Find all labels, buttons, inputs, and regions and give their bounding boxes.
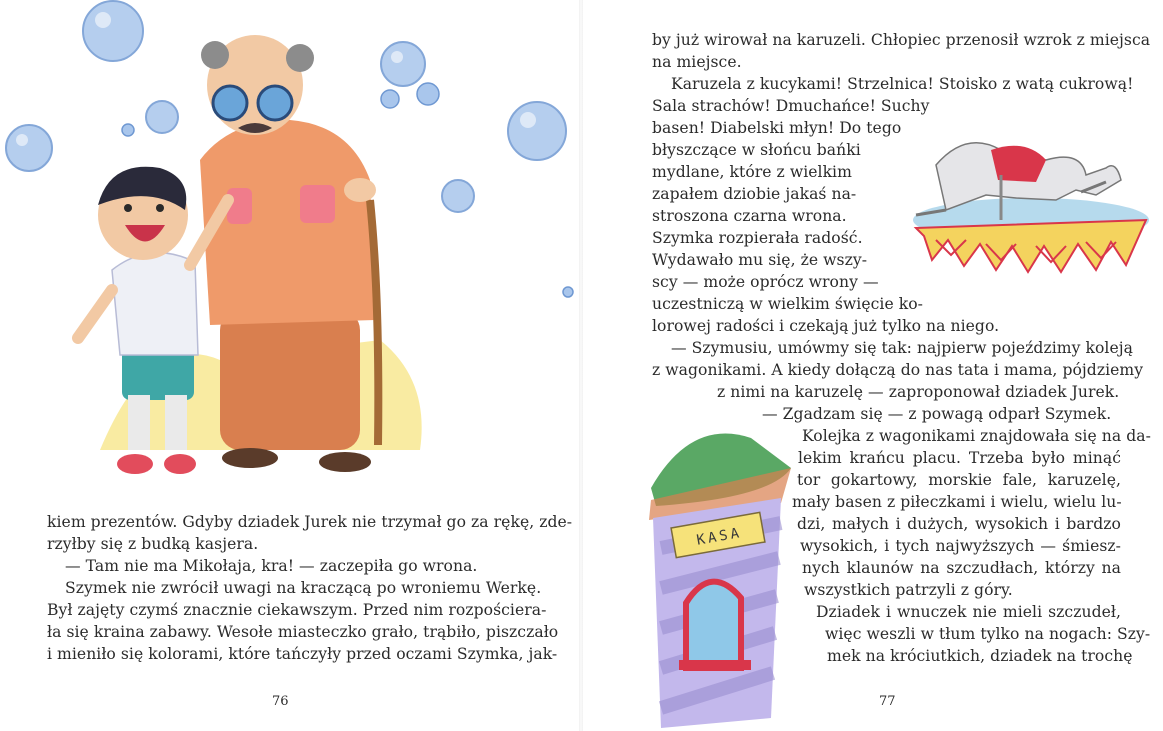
illustration-boy-and-grandpa [0,0,581,485]
text-line: stroszona czarna wrona. [652,207,847,225]
text-line: by już wirował na karuzeli. Chłopiec przenosił wzrok z miejsca [652,31,1151,49]
text-line: z nimi na karuzelę — zaproponował dziadek Jurek. [717,383,1120,401]
text-line: lekim krańcu placu. Trzeba było minąć [798,449,1121,467]
text-line: zapałem dziobie jakaś na- [652,185,857,203]
page-number: 76 [272,694,289,709]
text-line: mydlane, które z wielkim [652,163,852,181]
text-line: nych klaunów na szczudłach, którzy na [802,559,1121,577]
text-line: — Szymusiu, umówmy się tak: najpierw pojeździmy koleją [671,339,1133,357]
text-line: Dziadek i wnuczek nie mieli szczudeł, [816,603,1121,621]
text-line: na miejsce. [652,53,742,71]
booth-sign-text: KASA [695,524,744,549]
text-line: — Zgadzam się — z powagą odparł Szymek. [762,405,1112,423]
grandpa-figure [200,35,378,472]
text-line: ła się kraina zabawy. Wesołe miasteczko grało, trąbiło, piszczało [47,623,559,641]
text-line: rzyłby się z budką kasjera. [47,535,259,553]
text-line: tor gokartowy, morskie fale, karuzelę, [797,471,1121,489]
text-line: wszystkich patrzyli z góry. [804,581,1013,599]
text-line: Karuzela z kucykami! Strzelnica! Stoisko z watą cukrową! [671,75,1134,93]
illustration-carousel-horse [906,120,1163,280]
text-line: z wagonikami. A kiedy dołączą do nas tata i mama, pójdziemy [652,361,1144,379]
text-line: mały basen z piłeczkami i wielu, wielu lu- [792,493,1122,511]
text-line: Szymek nie zwrócił uwagi na kraczącą po wroniemu Werkę. [65,579,542,597]
text-line: uczestniczą w wielkim święcie ko- [652,295,923,313]
text-line: basen! Diabelski młyn! Do tego [652,119,902,137]
text-line: Szymka rozpierała radość. [652,229,863,247]
text-line: lorowej radości i czekają już tylko na niego. [652,317,1000,335]
illustration-ticket-booth [631,428,806,728]
text-line: więc weszli w tłum tylko na nogach: Szy- [825,625,1151,643]
page-number: 77 [879,694,896,709]
text-line: Kolejka z wagonikami znajdowała się na da- [802,427,1151,445]
left-page [0,0,581,731]
text-line: scy — może oprócz wrony — [652,273,879,291]
right-page [581,0,1163,731]
text-line: Sala strachów! Dmuchańce! Suchy [652,97,930,115]
text-line: mek na króciutkich, dziadek na trochę [827,647,1133,665]
text-line: wysokich, i tych najwyższych — śmiesz- [800,537,1121,555]
text-line: dzi, małych i dużych, wysokich i bardzo [797,515,1121,533]
text-line: błyszczące w słońcu bańki [652,141,861,159]
text-line: i mieniło się kolorami, które tańczyły przed oczami Szymka, jak- [47,645,558,663]
text-line: Był zajęty czymś znacznie ciekawszym. Przed nim rozpościera- [47,601,547,619]
text-line: — Tam nie ma Mikołaja, kra! — zaczepiła go wrona. [65,557,478,575]
text-line: kiem prezentów. Gdyby dziadek Jurek nie trzymał go za rękę, zde- [47,513,573,531]
text-line: Wydawało mu się, że wszy- [652,251,868,269]
